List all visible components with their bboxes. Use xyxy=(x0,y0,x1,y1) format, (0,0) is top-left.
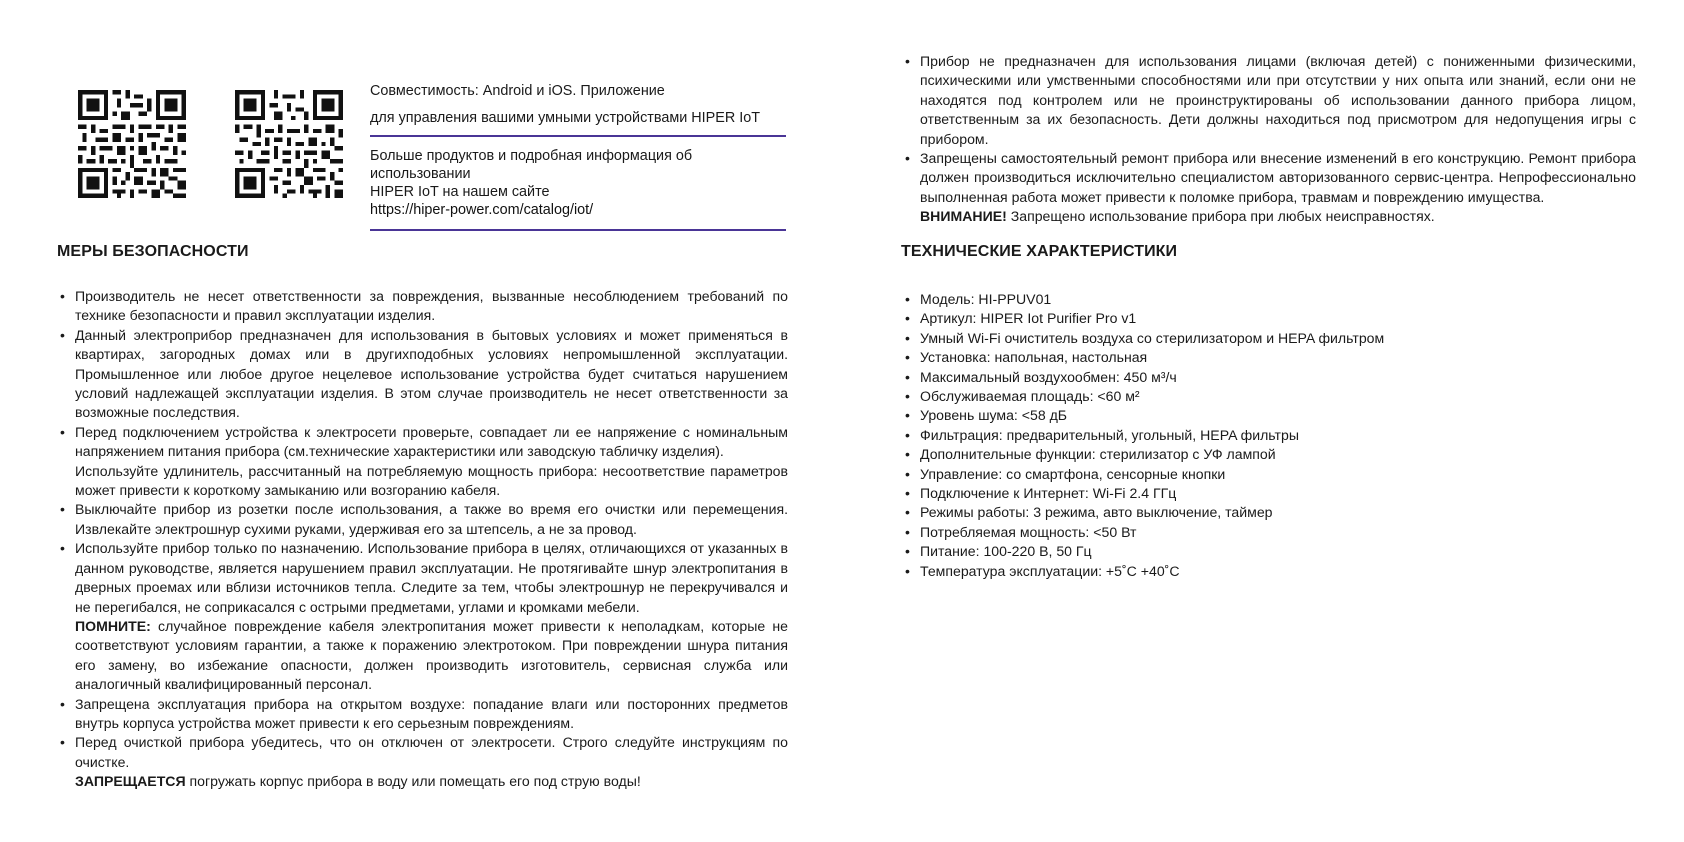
specs-heading: ТЕХНИЧЕСКИЕ ХАРАКТЕРИСТИКИ xyxy=(901,243,1178,260)
spec-item: • Питание: 100-220 В, 50 Гц xyxy=(903,542,1503,561)
list-item: • Выключайте прибор из розетки после использования, а также во время его очистки или перемещения. Извлекайте электрошнур сухими руками, удерживая его за штепсель, а не за провод. xyxy=(58,500,788,539)
qr-code-website xyxy=(235,90,343,198)
compatibility-text: Совместимость: Android и iOS. Приложение xyxy=(370,83,665,99)
spec-item: • Подключение к Интернет: Wi-Fi 2.4 ГГц xyxy=(903,484,1503,503)
list-item: • Перед очисткой прибора убедитесь, что он отключен от электросети. Строго следуйте инструкциям по очистке. ЗАПРЕЩАЕТСЯ погружать корпус прибора в воду или помещать его под струю воды! xyxy=(58,733,788,791)
app-description-text: для управления вашими умными устройствами HIPER IoT xyxy=(370,110,761,126)
prohibited-label: ЗАПРЕЩАЕТСЯ xyxy=(75,773,186,790)
list-item: • Перед подключением устройства к электросети проверьте, совпадает ли ее напряжение с номинальным напряжением питания прибора (см.технические характеристики или заводскую табличку изделия). Используйте удлинитель, рассчитанный на потребляемую мощность прибора: несоответствие параметров может привести к короткому замыканию или возгоранию кабеля. xyxy=(58,423,788,501)
right-page xyxy=(842,0,1684,842)
safety-heading: МЕРЫ БЕЗОПАСНОСТИ xyxy=(57,243,249,260)
spec-item: • Температура эксплуатации: +5˚С +40˚С xyxy=(903,562,1503,581)
qr-code-icon xyxy=(78,90,186,198)
app-info-block xyxy=(370,82,786,231)
spec-item: • Дополнительные функции: стерилизатор с УФ лампой xyxy=(903,445,1503,464)
spec-item: • Артикул: HIPER Iot Purifier Pro v1 xyxy=(903,309,1503,328)
list-item: • Запрещена эксплуатация прибора на открытом воздухе: попадание влаги или посторонних предметов внутрь корпуса устройства может привести к его серьезным повреждениям. xyxy=(58,695,788,734)
list-item: • Прибор не предназначен для использования лицами (включая детей) с пониженными физическими, психическими или умственными способностями или при отсутствии у них опыта или знаний, если они не находятся под контролем или не проинструктированы об использовании данного прибора лицом, ответственным за их безопасность. Дети должны находиться под присмотром для недопущения игры с прибором. xyxy=(903,52,1636,149)
spec-item: • Умный Wi-Fi очиститель воздуха со стерилизатором и HEPA фильтром xyxy=(903,329,1503,348)
website-link[interactable]: https://hiper-power.com/catalog/iot/ xyxy=(370,202,594,218)
spec-item: • Максимальный воздухообмен: 450 м³/ч xyxy=(903,368,1503,387)
divider-rule xyxy=(370,229,786,231)
qr-code-icon xyxy=(235,90,343,198)
spec-item: • Установка: напольная, настольная xyxy=(903,348,1503,367)
spec-item: • Уровень шума: <58 дБ xyxy=(903,406,1503,425)
more-info-line2: HIPER IoT на нашем сайте xyxy=(370,184,550,200)
list-item: • Используйте прибор только по назначению. Использование прибора в целях, отличающихся от указанных в данном руководстве, является нарушением правил эксплуатации. Не протягивайте шнур электропитания в дверных проемах или вблизи источников тепла. Следите за тем, чтобы электрошнур не перекручивался и не перегибался, не соприкасался с острыми предметами, углами и кромками мебели. ПОМНИТЕ: случайное повреждение кабеля электропитания может привести к неполадкам, которые не соответствуют условиям гарантии, а также к поражению электротоком. При повреждении шнура питания его замену, во избежание опасности, должен производить изготовитель, сервисная служба или аналогичный квалифицированный персонал. xyxy=(58,539,788,694)
safety-list-continued xyxy=(903,52,1636,227)
more-info-line1: Больше продуктов и подробная информация об использовании xyxy=(370,148,693,182)
spec-item: • Управление: со смартфона, сенсорные кнопки xyxy=(903,465,1503,484)
spec-item: • Модель: HI-PPUV01 xyxy=(903,290,1503,309)
list-item: • Производитель не несет ответственности за повреждения, вызванные несоблюдением требований по технике безопасности и правил эксплуатации изделия. xyxy=(58,287,788,326)
qr-code-app xyxy=(78,90,186,198)
spec-item: • Потребляемая мощность: <50 Вт xyxy=(903,523,1503,542)
safety-list xyxy=(58,287,788,792)
list-item: • Запрещены самостоятельный ремонт прибора или внесение изменений в его конструкцию. Ремонт прибора должен производиться исключительно специалистом авторизованного сервис-центра. Непрофессионально выполненная работа может привести к поломке прибора, травмам и повреждению имущества. ВНИМАНИЕ! Запрещено использование прибора при любых неисправностях. xyxy=(903,149,1636,227)
spec-item: • Фильтрация: предварительный, угольный, HEPA фильтры xyxy=(903,426,1503,445)
spec-item: • Обслуживаемая площадь: <60 м² xyxy=(903,387,1503,406)
spec-item: • Режимы работы: 3 режима, авто выключение, таймер xyxy=(903,503,1503,522)
website-info xyxy=(370,147,786,219)
specs-list xyxy=(903,290,1503,581)
list-item: • Данный электроприбор предназначен для использования в бытовых условиях и может применяться в квартирах, загородных домах или в другихподобных условиях непромышленной эксплуатации. Промышленное или любое другое нецелевое использование устройства будет считаться нарушением условий надлежащей эксплуатации изделия. В этом случае производитель не несет ответственности за возможные последствия. xyxy=(58,326,788,423)
remember-label: ПОМНИТЕ: xyxy=(75,617,151,634)
divider-rule xyxy=(370,135,786,137)
warning-label: ВНИМАНИЕ! xyxy=(920,208,1007,225)
